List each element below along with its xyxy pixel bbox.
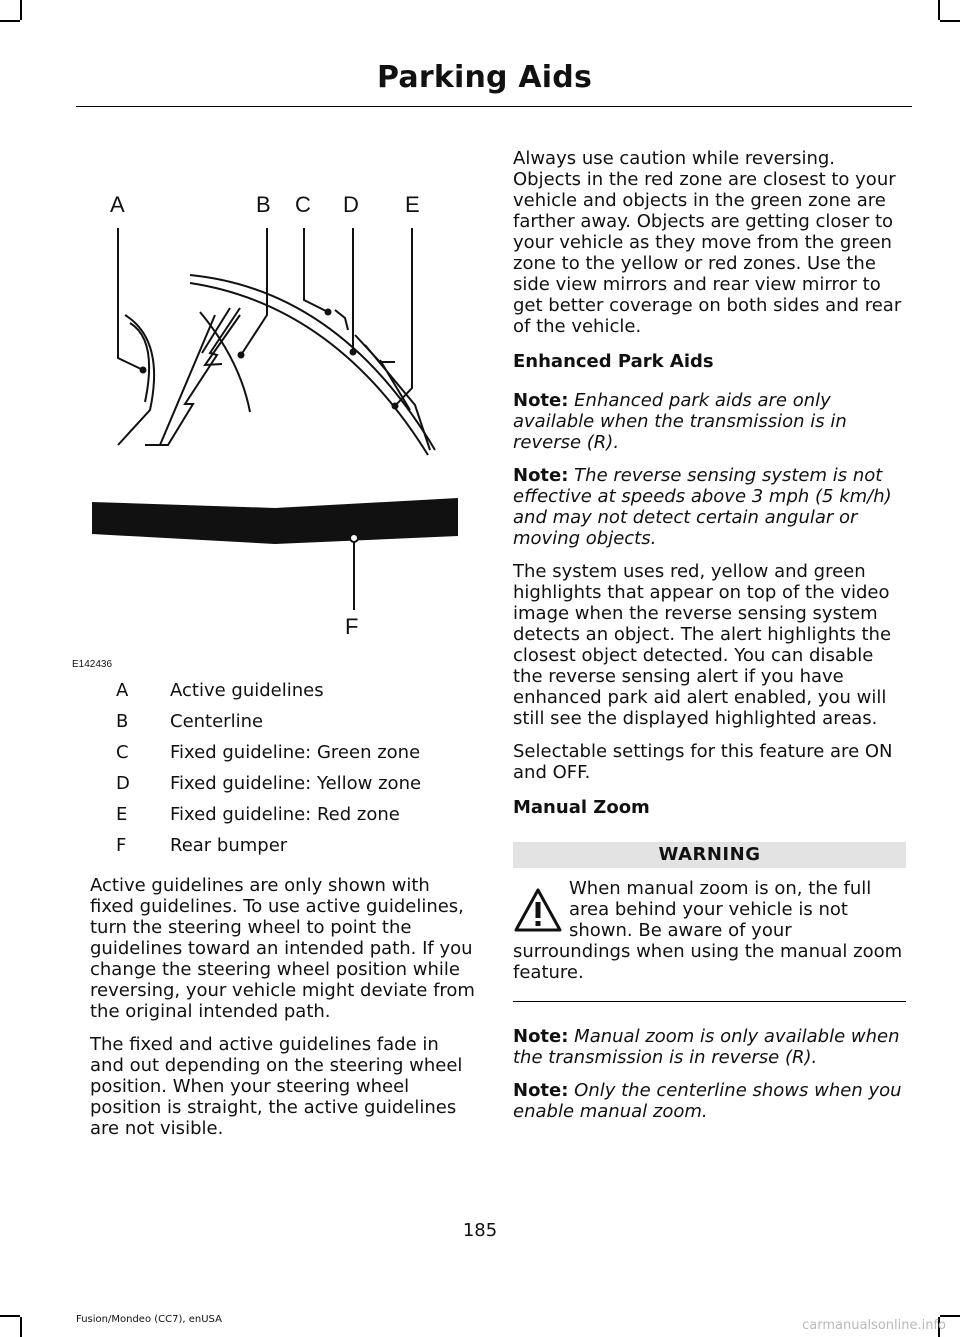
note: [513, 1026, 906, 1068]
leader-dot: [325, 309, 332, 316]
crop-mark: [0, 1315, 20, 1317]
legend-text: Fixed guideline: Red zone: [170, 804, 400, 825]
note: [513, 465, 906, 549]
guidelines-figure: [72, 140, 475, 675]
leader-dot: [392, 403, 399, 410]
note-label: Note:: [513, 1080, 569, 1101]
note-body: Only the centerline shows when you enable manual zoom.: [513, 1080, 902, 1122]
crop-mark: [940, 1315, 960, 1317]
active-guideline-ticks: [145, 308, 240, 445]
legend-row: [90, 830, 475, 861]
crop-mark: [938, 0, 940, 20]
leader-a: [118, 228, 143, 370]
label-d: D: [343, 192, 359, 217]
warning-title: WARNING: [513, 842, 906, 868]
label-c: C: [295, 192, 311, 217]
fixed-guideline-outer: [190, 275, 435, 450]
page-number: 185: [462, 1220, 498, 1241]
note-label: Note:: [513, 1026, 569, 1047]
legend-text: Active guidelines: [170, 680, 324, 701]
rear-bumper-shape: [92, 498, 458, 544]
green-zone-marker: [335, 310, 348, 330]
note-body: Manual zoom is only available when the transmission is in reverse (R).: [513, 1026, 900, 1068]
watermark: carmanualsonline.info: [802, 1318, 946, 1333]
paragraph: Always use caution while reversing. Objects in the red zone are closest to your vehicle and objects in the green zone are farther away. Objects are getting closer to your vehicle as they move from the green zone to the yellow or red zones. Use the side view mirrors and rear view mirror to get better coverage on both sides and rear of the vehicle.: [513, 148, 902, 337]
crop-mark: [940, 20, 960, 22]
warning-rule: [513, 1001, 906, 1002]
section-heading: Enhanced Park Aids: [513, 351, 714, 372]
figure-code: E142436: [72, 659, 113, 670]
leader-dot: [140, 367, 147, 374]
legend-key: B: [116, 711, 129, 732]
right-column: [513, 148, 906, 1134]
legend-key: A: [116, 680, 129, 701]
leader-dot: [350, 349, 357, 356]
legend-row: [90, 706, 475, 737]
legend-list: [90, 675, 475, 861]
legend-row: [90, 799, 475, 830]
note-body: The reverse sensing system is not effective at speeds above 3 mph (5 km/h) and may not detect certain angular or moving objects.: [513, 465, 892, 549]
legend-key: E: [116, 804, 128, 825]
paragraph: Active guidelines are only shown with fixed guidelines. To use active guidelines, turn the steering wheel to point the guidelines toward an intended path. If you change the steering wheel position while reversing, your vehicle might deviate from the original intended path.: [90, 875, 475, 1022]
leader-c: [304, 228, 328, 312]
paragraph: Selectable settings for this feature are ON and OFF.: [513, 741, 893, 783]
label-f: F: [345, 614, 359, 639]
red-zone-marker: [365, 345, 430, 450]
label-e: E: [405, 192, 420, 217]
paragraph: The system uses red, yellow and green highlights that appear on top of the video image when the reverse sensing system detects an object. The alert highlights the closest object detected. You can disable the reverse sensing alert if you have enhanced park aid alert enabled, you will still see the displayed highlighted areas.: [513, 561, 892, 729]
legend-text: Rear bumper: [170, 835, 288, 856]
note: [513, 1080, 906, 1122]
crop-mark: [20, 0, 22, 20]
leader-e: [395, 228, 412, 406]
warning-triangle-icon: [513, 886, 563, 934]
note-label: Note:: [513, 390, 569, 411]
crop-mark: [20, 1317, 22, 1337]
left-column: [72, 140, 475, 1151]
warning-text: When manual zoom is on, the full area behind your vehicle is not shown. Be aware of your surroundings when using the manual zoom feature.: [513, 878, 903, 983]
leader-dot-f: [350, 534, 358, 542]
header-rule: [76, 106, 912, 107]
page-title: Parking Aids: [377, 60, 592, 95]
guidelines-diagram: [72, 140, 475, 675]
legend-key: D: [116, 773, 130, 794]
legend-text: Fixed guideline: Yellow zone: [170, 773, 422, 794]
legend-text: Centerline: [170, 711, 264, 732]
note: [513, 390, 906, 453]
paragraph: The fixed and active guidelines fade in and out depending on the steering wheel position. When your steering wheel position is straight, the active guidelines are not visible.: [90, 1034, 463, 1139]
legend-text: Fixed guideline: Green zone: [170, 742, 421, 763]
leader-dot: [238, 352, 245, 359]
legend-row: [90, 737, 475, 768]
section-heading: Manual Zoom: [513, 797, 650, 818]
footer-text: Fusion/Mondeo (CC7), enUSA: [76, 1314, 222, 1325]
legend-row: [90, 768, 475, 799]
legend-key: F: [116, 835, 127, 856]
active-guideline-a-inner: [130, 323, 149, 402]
warning-body: [513, 878, 906, 983]
warning-box: [513, 842, 906, 1002]
note-body: Enhanced park aids are only available when the transmission is in reverse (R).: [513, 390, 847, 453]
legend-row: [90, 675, 475, 706]
fixed-guideline-inner: [190, 283, 428, 455]
label-a: A: [110, 192, 125, 217]
note-label: Note:: [513, 465, 569, 486]
crop-mark: [0, 20, 20, 22]
label-b: B: [256, 192, 271, 217]
legend-key: C: [116, 742, 129, 763]
